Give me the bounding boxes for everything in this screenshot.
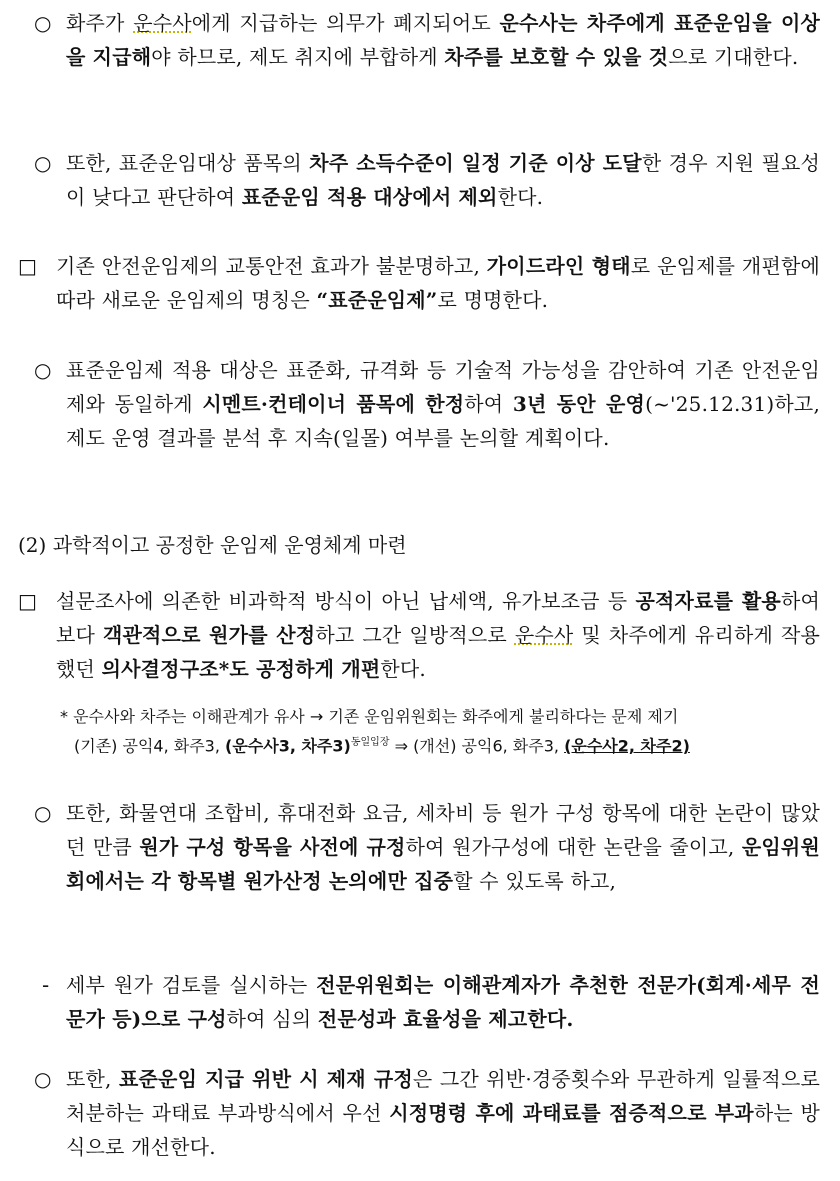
p6-text-e: 할 수 있도록 하고, — [453, 869, 617, 893]
p4-text-e: (~'25.12.31)하고, 제도 운영 결과를 분석 후 지속(일몰) 여부를 논의할 계획이다. — [66, 392, 820, 450]
p4-text-a: 표준운임제 적용 대상은 표준화, 규격화 등 기술적 가능성을 감안하여 기존 안전운임제와 동일하게 — [66, 358, 820, 416]
note-line-2a: (기존) 공익4, 화주3, — [74, 736, 226, 756]
p1-text-c: 에게 지급하는 의무가 폐지되어도 — [191, 11, 500, 35]
p8-text-c: 은 그간 위반·경중횟수와 무관하게 일률적으로 처분하는 과태료 부과방식에서 우선 — [66, 1067, 820, 1125]
note-line-2b: (운수사3, 차주3) — [225, 736, 351, 756]
p1-text-g: 으로 기대한다. — [668, 45, 799, 69]
p3-text-e: 로 명명한다. — [437, 288, 549, 312]
footnote-committee — [60, 704, 820, 759]
p6-text-c: 하여 원가구성에 대한 논란을 줄이고, — [405, 835, 742, 859]
p8-text-e: 하는 방식으로 개선한다. — [66, 1101, 820, 1159]
p1-text-a: 화주가 — [66, 11, 134, 35]
p7-text-a: 세부 원가 검토를 실시하는 — [66, 973, 317, 997]
note-line-1: 운수사와 차주는 이해관계가 유사 → 기존 운임위원회는 화주에게 불리하다는 문제 제기 — [73, 707, 679, 726]
p2-text-e: 한다. — [497, 185, 544, 209]
p4-text-b: 시멘트·컨테이너 품목에 한정 — [202, 392, 465, 416]
p3-text-d: “표준운임제” — [316, 288, 438, 312]
note-line-2c: ⇒ (개선) 공익6, 화주3, — [389, 736, 565, 756]
p1-text-b: 운수사 — [133, 11, 192, 35]
box-bullet-icon: □ — [18, 589, 38, 613]
p5-text-d: 객관적으로 원가를 산정 — [103, 623, 316, 647]
p8-text-b: 표준운임 지급 위반 시 제재 규정 — [119, 1067, 413, 1091]
p1-text-e: 야 하므로, 제도 취지에 부합하게 — [151, 45, 445, 69]
asterisk-icon: * — [60, 707, 68, 726]
paragraph-scope — [30, 353, 820, 455]
p5-text-a: 설문조사에 의존한 비과학적 방식이 아닌 납세액, 유가보조금 등 — [56, 589, 636, 613]
p3-text-c: 로 운임제를 개편함에 따라 새로운 운임제의 명칭은 — [56, 254, 821, 312]
p5-text-c: 하여 보다 — [56, 589, 820, 647]
circle-bullet-icon: ○ — [34, 1067, 52, 1091]
p2-text-d: 표준운임 적용 대상에서 제외 — [241, 185, 498, 209]
p1-text-f: 차주를 보호할 수 있을 것 — [444, 45, 669, 69]
p5-text-i: 한다. — [380, 657, 426, 681]
paragraph-cost-items — [30, 796, 820, 898]
circle-bullet-icon: ○ — [34, 151, 52, 175]
p7-text-d: 전문성과 효율성을 제고한다. — [317, 1007, 574, 1031]
paragraph-naming — [18, 249, 820, 317]
section-heading: (2) 과학적이고 공정한 운임제 운영체계 마련 — [18, 533, 407, 557]
paragraph-fare-obligation — [30, 6, 820, 74]
p5-text-f: 운수사 — [514, 623, 574, 647]
paragraph-exclusion — [30, 146, 820, 214]
p6-text-a: 또한, 화물연대 조합비, 휴대전화 요금, 세차비 등 원가 구성 항목에 대한 논란이 많았던 만큼 — [66, 801, 820, 859]
p7-text-c: 하여 심의 — [226, 1007, 318, 1031]
paragraph-sanctions — [30, 1062, 820, 1164]
p2-text-a: 또한, 표준운임대상 품목의 — [66, 151, 310, 175]
p6-text-d: 운임위원회에서는 각 항목별 원가산정 논의에만 집중 — [66, 835, 820, 893]
p5-text-h: 의사결정구조*도 공정하게 개편 — [101, 657, 381, 681]
p8-text-a: 또한, — [66, 1067, 120, 1091]
p4-text-d: 3년 동안 운영 — [512, 392, 646, 416]
p5-text-g: 및 차주에게 유리하게 작용했던 — [56, 623, 820, 681]
p5-text-e: 하고 그간 일방적으로 — [315, 623, 515, 647]
p1-text-d: 운수사는 차주에게 표준운임을 이상을 지급해 — [66, 11, 820, 69]
p7-text-b: 전문위원회는 이해관계자가 추천한 전문가(회계·세무 전문가 등)으로 구성 — [66, 973, 821, 1031]
paragraph-expert-committee — [38, 968, 820, 1036]
p3-text-b: 가이드라인 형태 — [486, 254, 631, 278]
note-line-2d: (운수사2, 차주2) — [564, 736, 690, 756]
note-line-2-sup: 동일입장 — [350, 737, 390, 748]
p5-text-b: 공적자료를 활용 — [635, 589, 781, 613]
box-bullet-icon: □ — [18, 254, 38, 278]
p2-text-b: 차주 소득수준이 일정 기준 이상 도달 — [309, 151, 642, 175]
p4-text-c: 하여 — [464, 392, 513, 416]
p6-text-b: 원가 구성 항목을 사전에 규정 — [139, 835, 406, 859]
dash-bullet-icon: - — [42, 973, 50, 997]
circle-bullet-icon: ○ — [34, 801, 52, 825]
circle-bullet-icon: ○ — [34, 11, 52, 35]
paragraph-cost-calculation — [18, 584, 820, 686]
p2-text-c: 한 경우 지원 필요성이 낮다고 판단하여 — [66, 151, 820, 209]
p3-text-a: 기존 안전운임제의 교통안전 효과가 불분명하고, — [56, 254, 487, 278]
p8-text-d: 시정명령 후에 과태료를 점증적으로 부과 — [389, 1101, 754, 1125]
circle-bullet-icon: ○ — [34, 358, 52, 382]
